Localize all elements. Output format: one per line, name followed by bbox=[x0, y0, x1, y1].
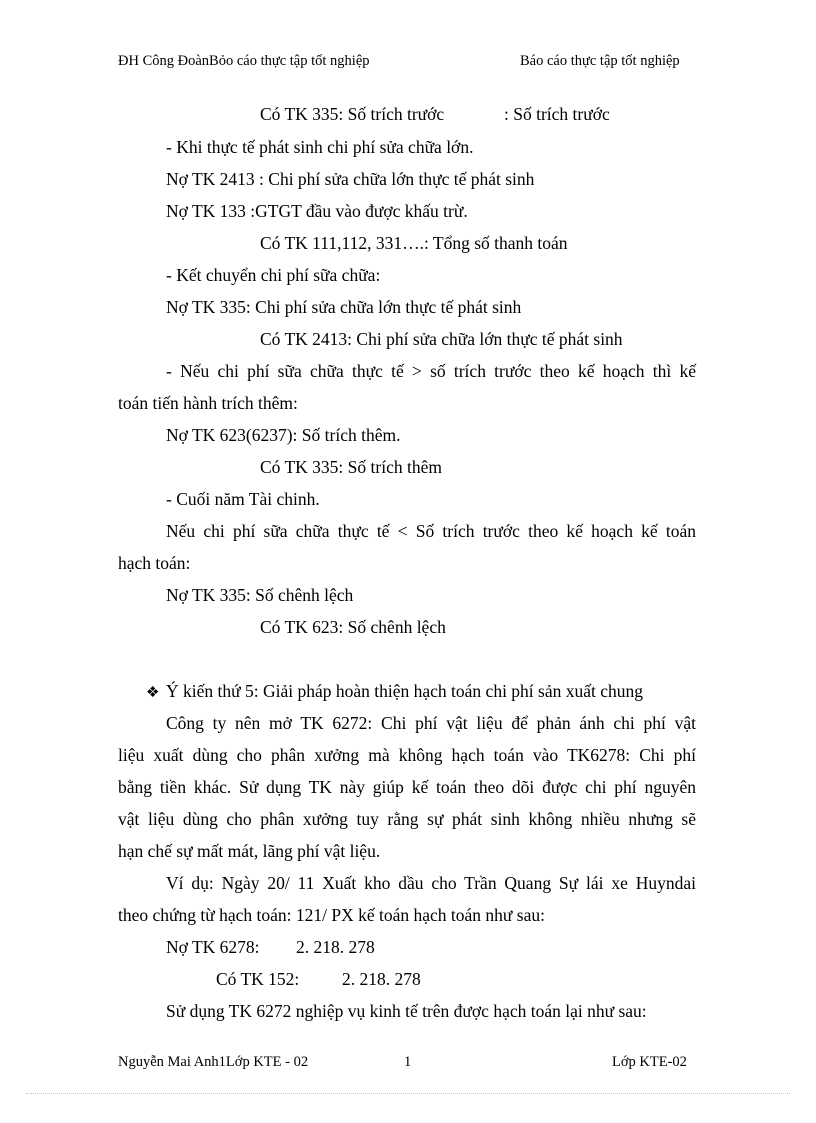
section-heading-text: Ý kiến thứ 5: Giải pháp hoàn thiện hạch toán chi phí sản xuất chung bbox=[166, 681, 644, 701]
text-line: hạn chế sự mất mát, lãng phí vật liệu. bbox=[118, 841, 381, 861]
text-line: Ví dụ: Ngày 20/ 11 Xuất kho dầu cho Trần Quang Sự lái xe Huyndai bbox=[166, 873, 696, 893]
text-line: Nợ TK 335: Số chênh lệch bbox=[166, 585, 354, 605]
text-line: theo chứng từ hạch toán: 121/ PX kế toán hạch toán như sau: bbox=[118, 905, 545, 925]
amount-value: 2. 218. 278 bbox=[342, 969, 421, 989]
page-bottom-divider bbox=[26, 1093, 790, 1094]
header-right-text: Báo cáo thực tập tốt nghiệp bbox=[520, 53, 680, 69]
text-line: Sử dụng TK 6272 nghiệp vụ kinh tế trên được hạch toán lại như sau: bbox=[166, 1001, 647, 1021]
text-line: Có TK 111,112, 331….: Tổng số thanh toán bbox=[260, 233, 568, 253]
text-line: bằng tiền khác. Sử dụng TK này giúp kế toán theo dõi được chi phí nguyên bbox=[118, 777, 696, 797]
text-line: - Khi thực tế phát sinh chi phí sửa chữa lớn. bbox=[166, 137, 474, 157]
diamond-bullet-icon: ❖ bbox=[146, 685, 160, 701]
footer-left-text: Nguyễn Mai Anh1Lớp KTE - 02 bbox=[118, 1054, 309, 1070]
text-line: : Số trích trước bbox=[504, 104, 610, 124]
text-line: Có TK 2413: Chi phí sửa chữa lớn thực tế phát sinh bbox=[260, 329, 623, 349]
text-line: Có TK 623: Số chênh lệch bbox=[260, 617, 446, 637]
text-line: Công ty nên mở TK 6272: Chi phí vật liệu để phản ánh chi phí vật bbox=[166, 713, 696, 733]
text-line: vật liệu dùng cho phân xưởng tuy rằng sự phát sinh không nhiều nhưng sẽ bbox=[118, 809, 696, 829]
amount-value: 2. 218. 278 bbox=[296, 937, 375, 957]
text-line: - Nếu chi phí sữa chữa thực tế > số trích trước theo kế hoạch thì kế bbox=[166, 361, 696, 381]
section-heading bbox=[146, 680, 643, 704]
header-left-text: ĐH Công ĐoànBỏo cáo thực tập tốt nghiệp bbox=[118, 53, 370, 69]
text-line: toán tiến hành trích thêm: bbox=[118, 393, 298, 413]
text-line: Nợ TK 133 :GTGT đầu vào được khấu trừ. bbox=[166, 201, 468, 221]
text-line: Có TK 335: Số trích thêm bbox=[260, 457, 442, 477]
text-line: Nếu chi phí sữa chữa thực tế < Số trích trước theo kế hoạch kế toán bbox=[166, 521, 696, 541]
text-line: Nợ TK 623(6237): Số trích thêm. bbox=[166, 425, 401, 445]
page-number: 1 bbox=[404, 1054, 412, 1070]
text-line: hạch toán: bbox=[118, 553, 191, 573]
text-line: Nợ TK 6278: bbox=[166, 937, 260, 957]
text-line: Có TK 152: bbox=[216, 969, 300, 989]
text-line: Nợ TK 335: Chi phí sửa chữa lớn thực tế phát sinh bbox=[166, 297, 522, 317]
text-line: Nợ TK 2413 : Chi phí sửa chữa lớn thực tế phát sinh bbox=[166, 169, 535, 189]
footer-right-text: Lớp KTE-02 bbox=[612, 1054, 687, 1070]
text-line: - Cuối năm Tài chinh. bbox=[166, 489, 320, 509]
text-line: liệu xuất dùng cho phân xưởng mà không hạch toán vào TK6278: Chi phí bbox=[118, 745, 696, 765]
text-line: - Kết chuyển chi phí sữa chữa: bbox=[166, 265, 381, 285]
text-line: Có TK 335: Số trích trước bbox=[260, 104, 445, 124]
